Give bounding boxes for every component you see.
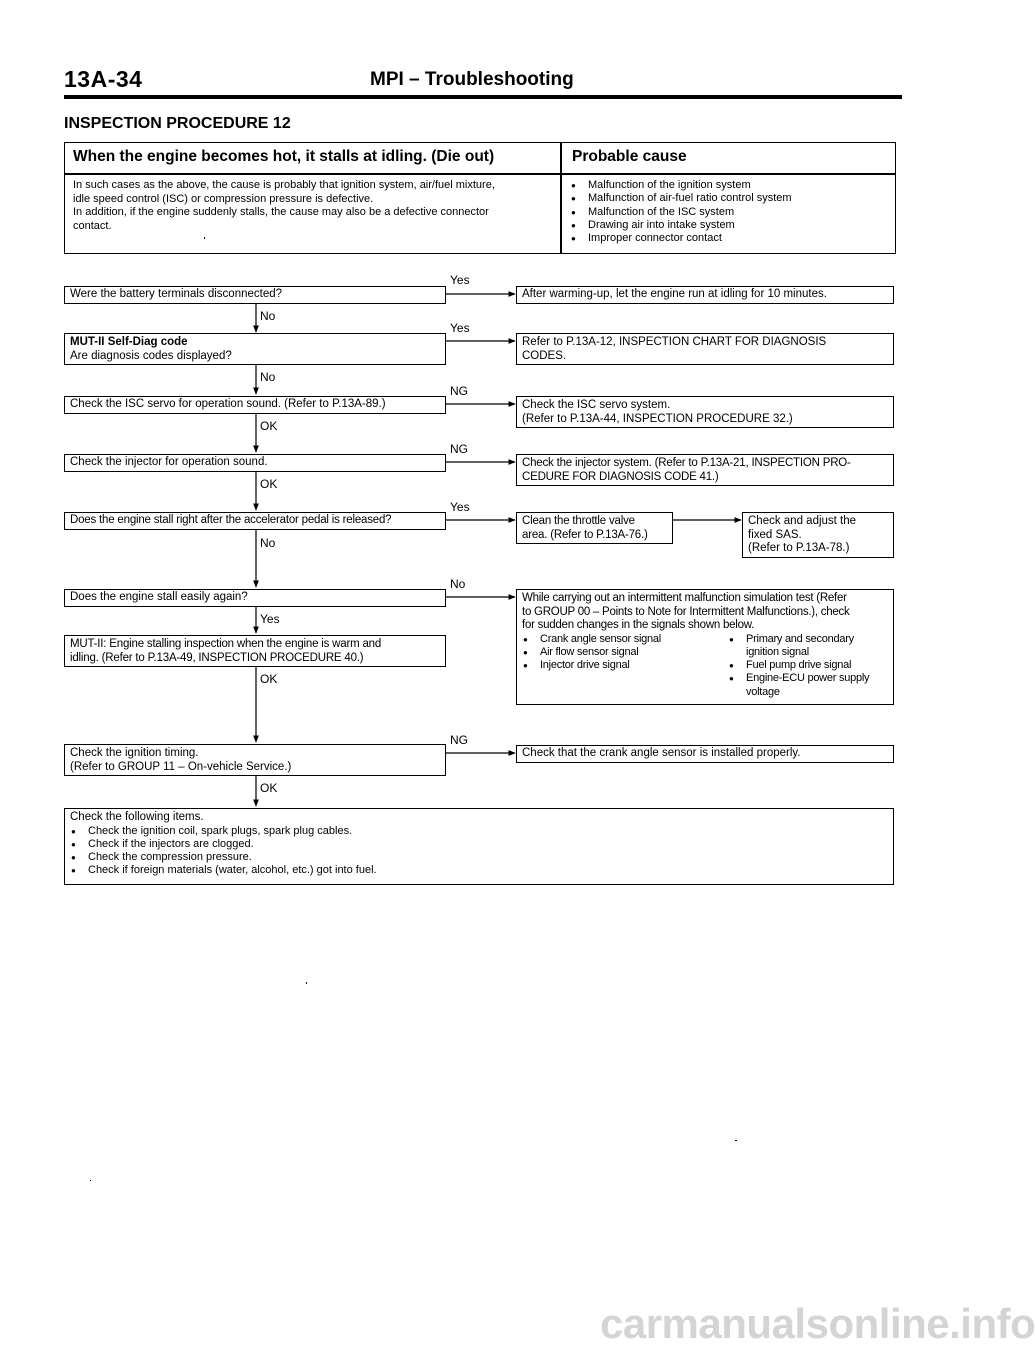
result-line: to GROUP 00 – Points to Note for Intermittent Malfunctions.), check [522, 605, 850, 618]
step-injector-check: Check the injector for operation sound. [64, 454, 446, 472]
result-line: While carrying out an intermittent malfunction simulation test (Refer [522, 592, 847, 604]
signal-item: ● Air flow sensor signal [522, 646, 728, 659]
symptom-line: contact. [73, 219, 112, 232]
result-line: Refer to P.13A-12, INSPECTION CHART FOR DIAGNOSIS [522, 336, 827, 348]
ok-label: OK [260, 419, 278, 433]
step-battery-check: Were the battery terminals disconnected? [64, 286, 446, 304]
cause-item: ● Malfunction of air-fuel ratio control system [570, 192, 792, 205]
no-label: No [260, 370, 276, 384]
result-line: area. (Refer to P.13A-76.) [522, 528, 648, 541]
signal-item: ● Engine-ECU power supply voltage [728, 672, 888, 699]
result-line: fixed SAS. [748, 528, 802, 541]
result-intermittent-test [516, 589, 894, 705]
result-line: Check and adjust the [748, 515, 857, 527]
yes-label: Yes [450, 273, 470, 287]
result-line: CEDURE FOR DIAGNOSIS CODE 41.) [522, 470, 719, 483]
yes-label: Yes [260, 612, 280, 626]
symptom-line: In addition, if the engine suddenly stalls, the cause may also be a defective connector [73, 206, 489, 218]
final-item: ● Check if the injectors are clogged. [70, 838, 888, 851]
ng-label: NG [450, 384, 468, 398]
result-line: Clean the throttle valve [522, 515, 635, 527]
self-diag-question: Are diagnosis codes displayed? [70, 349, 232, 362]
scan-speck [306, 982, 307, 984]
yes-label: Yes [450, 321, 470, 335]
final-item: ● Check the ignition coil, spark plugs, spark plug cables. [70, 825, 888, 838]
signal-list-right [728, 633, 888, 699]
result-warm-up-idle: After warming-up, let the engine run at idling for 10 minutes. [516, 286, 894, 304]
ok-label: OK [260, 477, 278, 491]
step-self-diag [64, 333, 446, 365]
result-isc-servo-system [516, 396, 894, 428]
final-item-list [70, 825, 888, 878]
scan-speck [90, 1180, 91, 1181]
signal-item: ● Injector drive signal [522, 659, 728, 672]
ok-label: OK [260, 781, 278, 795]
cause-item: ● Improper connector contact [570, 232, 792, 245]
step-stall-again: Does the engine stall easily again? [64, 589, 446, 607]
signal-item: ● Primary and secondary ignition signal [728, 633, 888, 660]
yes-label: Yes [450, 500, 470, 514]
result-line: Check the ISC servo system. [522, 399, 671, 411]
result-crank-angle-sensor: Check that the crank angle sensor is installed properly. [516, 745, 894, 763]
cause-item: ● Drawing air into intake system [570, 219, 792, 232]
ng-label: NG [450, 733, 468, 747]
step-line: idling. (Refer to P.13A-49, INSPECTION PROCEDURE 40.) [70, 651, 364, 664]
step-line: (Refer to GROUP 11 – On-vehicle Service.) [70, 760, 292, 773]
section-title: MPI – Troubleshooting [370, 69, 574, 90]
ng-label: NG [450, 442, 468, 456]
result-line: (Refer to P.13A-44, INSPECTION PROCEDURE 32.) [522, 412, 793, 425]
result-line: CODES. [522, 349, 567, 362]
scan-speck [204, 237, 205, 239]
self-diag-title: MUT-II Self-Diag code [70, 336, 188, 348]
cause-heading: Probable cause [572, 148, 687, 165]
step-line: MUT-II: Engine stalling inspection when the engine is warm and [70, 638, 382, 650]
signal-list-left [522, 633, 728, 699]
scan-speck [735, 1140, 737, 1141]
result-line: Check the injector system. (Refer to P.13A-21, INSPECTION PRO- [522, 457, 851, 469]
result-adjust-sas [742, 512, 894, 558]
final-item: ● Check the compression pressure. [70, 851, 888, 864]
signal-item: ● Crank angle sensor signal [522, 633, 728, 646]
ok-label: OK [260, 672, 278, 686]
cause-item: ● Malfunction of the ISC system [570, 206, 792, 219]
watermark: carmanualsonline.info [600, 1300, 1035, 1347]
step-accelerator-release: Does the engine stall right after the accelerator pedal is released? [64, 512, 446, 530]
result-diagnosis-chart [516, 333, 894, 365]
result-clean-throttle [516, 512, 673, 544]
step-isc-servo-check: Check the ISC servo for operation sound. (Refer to P.13A-89.) [64, 396, 446, 414]
symptom-line: In such cases as the above, the cause is probably that ignition system, air/fuel mixture, [73, 179, 495, 191]
no-label: No [450, 577, 466, 591]
procedure-title: INSPECTION PROCEDURE 12 [64, 115, 291, 132]
step-engine-stalling-inspection [64, 635, 446, 667]
symptom-line: idle speed control (ISC) or compression pressure is defective. [73, 192, 374, 205]
result-line: (Refer to P.13A-78.) [748, 542, 850, 554]
step-ignition-timing [64, 744, 446, 776]
final-item: ● Check if foreign materials (water, alcohol, etc.) got into fuel. [70, 864, 888, 877]
page-number: 13A-34 [64, 66, 143, 92]
cause-item: ● Malfunction of the ignition system [570, 179, 792, 192]
no-label: No [260, 309, 276, 323]
step-line: Check the ignition timing. [70, 747, 199, 759]
result-line: for sudden changes in the signals shown below. [522, 619, 755, 631]
signal-columns [522, 633, 888, 699]
result-injector-system [516, 454, 894, 486]
final-check-items [64, 808, 894, 885]
final-heading: Check the following items. [70, 811, 204, 823]
symptom-heading: When the engine becomes hot, it stalls at idling. (Die out) [73, 148, 495, 165]
signal-item: ● Fuel pump drive signal [728, 659, 888, 672]
no-label: No [260, 536, 276, 550]
